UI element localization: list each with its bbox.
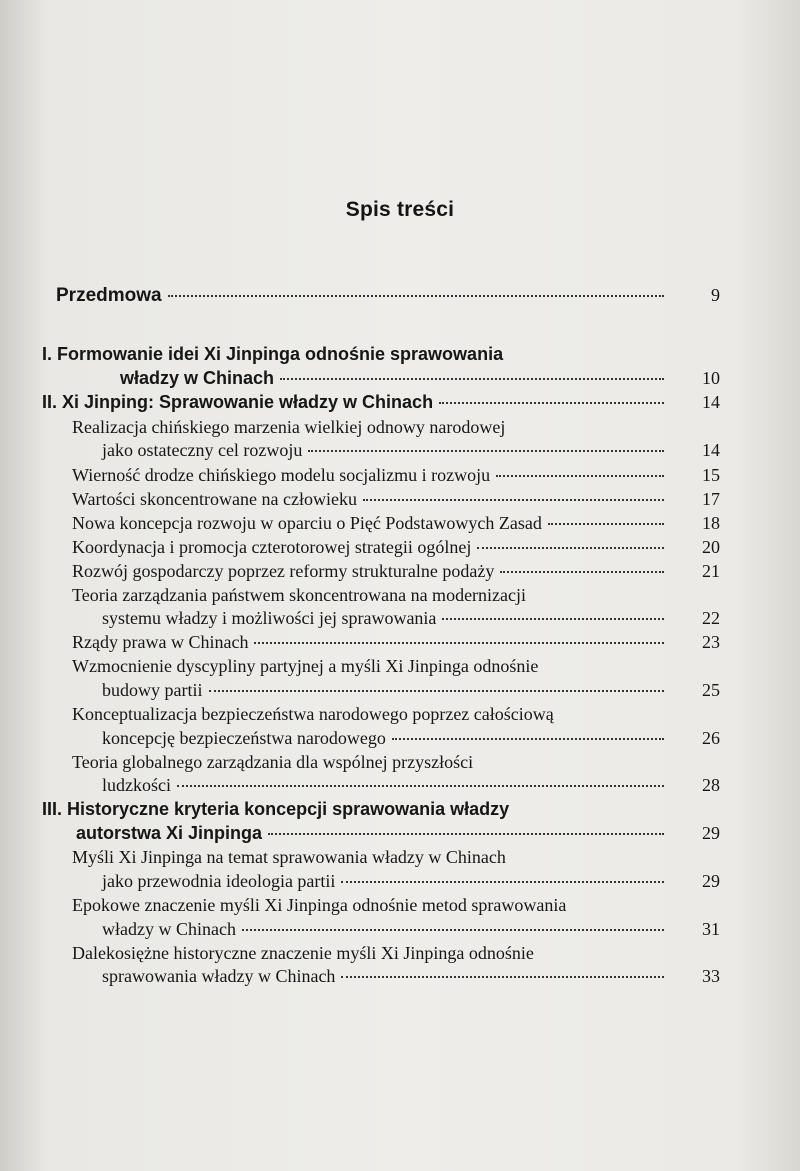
toc-page-number: 21 [702, 561, 720, 581]
toc-entry-title: władzy w Chinach [102, 919, 236, 939]
toc-entry-title: Rządy prawa w Chinach [72, 632, 249, 652]
toc-entry-line [72, 752, 473, 773]
toc-entry-title: autorstwa Xi Jinpinga [76, 823, 263, 843]
toc-entry-title: III. Historyczne kryteria koncepcji sprawowania władzy [42, 799, 510, 819]
toc-entry-title: Nowa koncepcja rozwoju w oparciu o Pięć Podstawowych Zasad [72, 513, 542, 533]
toc-entry-line [72, 895, 566, 916]
dot-leader [177, 785, 664, 787]
dot-leader [209, 690, 665, 692]
toc-entry-line [120, 368, 670, 389]
toc-entry-line [102, 871, 670, 892]
dot-leader [496, 475, 664, 477]
toc-page-number: 23 [702, 632, 720, 652]
toc-page-number: 28 [702, 775, 720, 795]
toc-entry-title: Teoria zarządzania państwem skoncentrowana na modernizacji [72, 585, 527, 605]
toc-entry-title: I. Formowanie idei Xi Jinpinga odnośnie sprawowania [42, 344, 504, 364]
dot-leader [439, 402, 664, 404]
toc-entry-line [102, 966, 670, 987]
toc-page-number: 17 [702, 489, 720, 509]
toc-entry-line [72, 704, 554, 725]
toc-page-number: 20 [702, 537, 720, 557]
toc-entry-line [72, 561, 670, 582]
toc-page-number: 14 [702, 440, 720, 460]
toc-entry-title: władzy w Chinach [120, 368, 275, 388]
toc-page-number: 29 [702, 871, 720, 891]
toc-page-number: 10 [702, 368, 720, 388]
toc-entry-title: sprawowania władzy w Chinach [102, 966, 336, 986]
toc-page-number: 14 [702, 392, 720, 412]
toc-entry-line [72, 943, 534, 964]
toc-entry-title: Przedmowa [56, 285, 162, 306]
toc-page-number: 29 [702, 823, 720, 843]
toc-entry-title: budowy partii [102, 680, 203, 700]
dot-leader [280, 378, 664, 380]
toc-entry-title: Wzmocnienie dyscypliny partyjnej a myśli Xi Jinpinga odnośnie [72, 656, 539, 676]
toc-entry-title: Wartości skoncentrowane na człowieku [72, 489, 357, 509]
toc-entry-line [72, 632, 670, 653]
toc-entry-title: Epokowe znaczenie myśli Xi Jinpinga odnośnie metod sprawowania [72, 895, 567, 915]
toc-entry-line [72, 417, 505, 438]
toc-entry-line [76, 823, 670, 844]
toc-entry-title: Rozwój gospodarczy poprzez reformy strukturalne podaży [72, 561, 495, 581]
toc-page-number: 15 [702, 465, 720, 485]
toc-entry-title: II. Xi Jinping: Sprawowanie władzy w Chinach [42, 392, 434, 412]
toc-entry-title: koncepcję bezpieczeństwa narodowego [102, 728, 386, 748]
toc-entry-title: Dalekosiężne historyczne znaczenie myśli Xi Jinpinga odnośnie [72, 943, 534, 963]
toc-page-number: 33 [702, 966, 720, 986]
toc-entry-title: ludzkości [102, 775, 171, 795]
toc-entry-line [56, 285, 670, 307]
toc-entry-line [102, 608, 670, 629]
toc-page-number: 22 [702, 608, 720, 628]
dot-leader [363, 499, 664, 501]
dot-leader [548, 523, 664, 525]
toc-entry-line [72, 465, 670, 486]
dot-leader [308, 450, 664, 452]
toc-entry-line [102, 728, 670, 749]
toc-entry-title: Konceptualizacja bezpieczeństwa narodowego poprzez całościową [72, 704, 554, 724]
toc-entry-title: Teoria globalnego zarządzania dla wspólnej przyszłości [72, 752, 474, 772]
toc-entry-line [72, 537, 670, 558]
dot-leader [500, 571, 664, 573]
page-title: Spis treści [345, 198, 455, 221]
toc-entry-title: Myśli Xi Jinpinga na temat sprawowania władzy w Chinach [72, 847, 506, 867]
toc-page-number: 25 [702, 680, 720, 700]
toc-entry-line [102, 775, 670, 796]
toc-entry-line [72, 513, 670, 534]
toc-entry-line [102, 680, 670, 701]
toc-entry-line [42, 799, 509, 820]
dot-leader [168, 295, 664, 297]
toc-entry-line [42, 344, 503, 365]
toc-entry-line [102, 919, 670, 940]
toc-entry-title: systemu władzy i możliwości jej sprawowania [102, 608, 437, 628]
dot-leader [254, 642, 664, 644]
dot-leader [341, 881, 664, 883]
toc-entry-title: Realizacja chińskiego marzenia wielkiej odnowy narodowej [72, 417, 506, 437]
dot-leader [477, 547, 664, 549]
toc-entry-line [72, 847, 506, 868]
toc-page-number: 31 [702, 919, 720, 939]
toc-entry-line [72, 656, 538, 677]
dot-leader [392, 738, 664, 740]
toc-entry-title: jako ostateczny cel rozwoju [102, 440, 303, 460]
toc-page-number: 18 [702, 513, 720, 533]
toc-page-number: 9 [711, 285, 720, 305]
toc-entry-line [72, 585, 526, 606]
dot-leader [341, 976, 664, 978]
dot-leader [442, 618, 664, 620]
toc-page-number: 26 [702, 728, 720, 748]
toc-entry-line [42, 392, 670, 413]
toc-entry-title: Wierność drodze chińskiego modelu socjalizmu i rozwoju [72, 465, 491, 485]
toc-entry-line [102, 440, 670, 461]
toc-entry-title: Koordynacja i promocja czterotorowej strategii ogólnej [72, 537, 472, 557]
toc-entry-title: jako przewodnia ideologia partii [102, 871, 336, 891]
dot-leader [242, 929, 664, 931]
dot-leader [268, 833, 664, 835]
toc-entry-line [72, 489, 670, 510]
